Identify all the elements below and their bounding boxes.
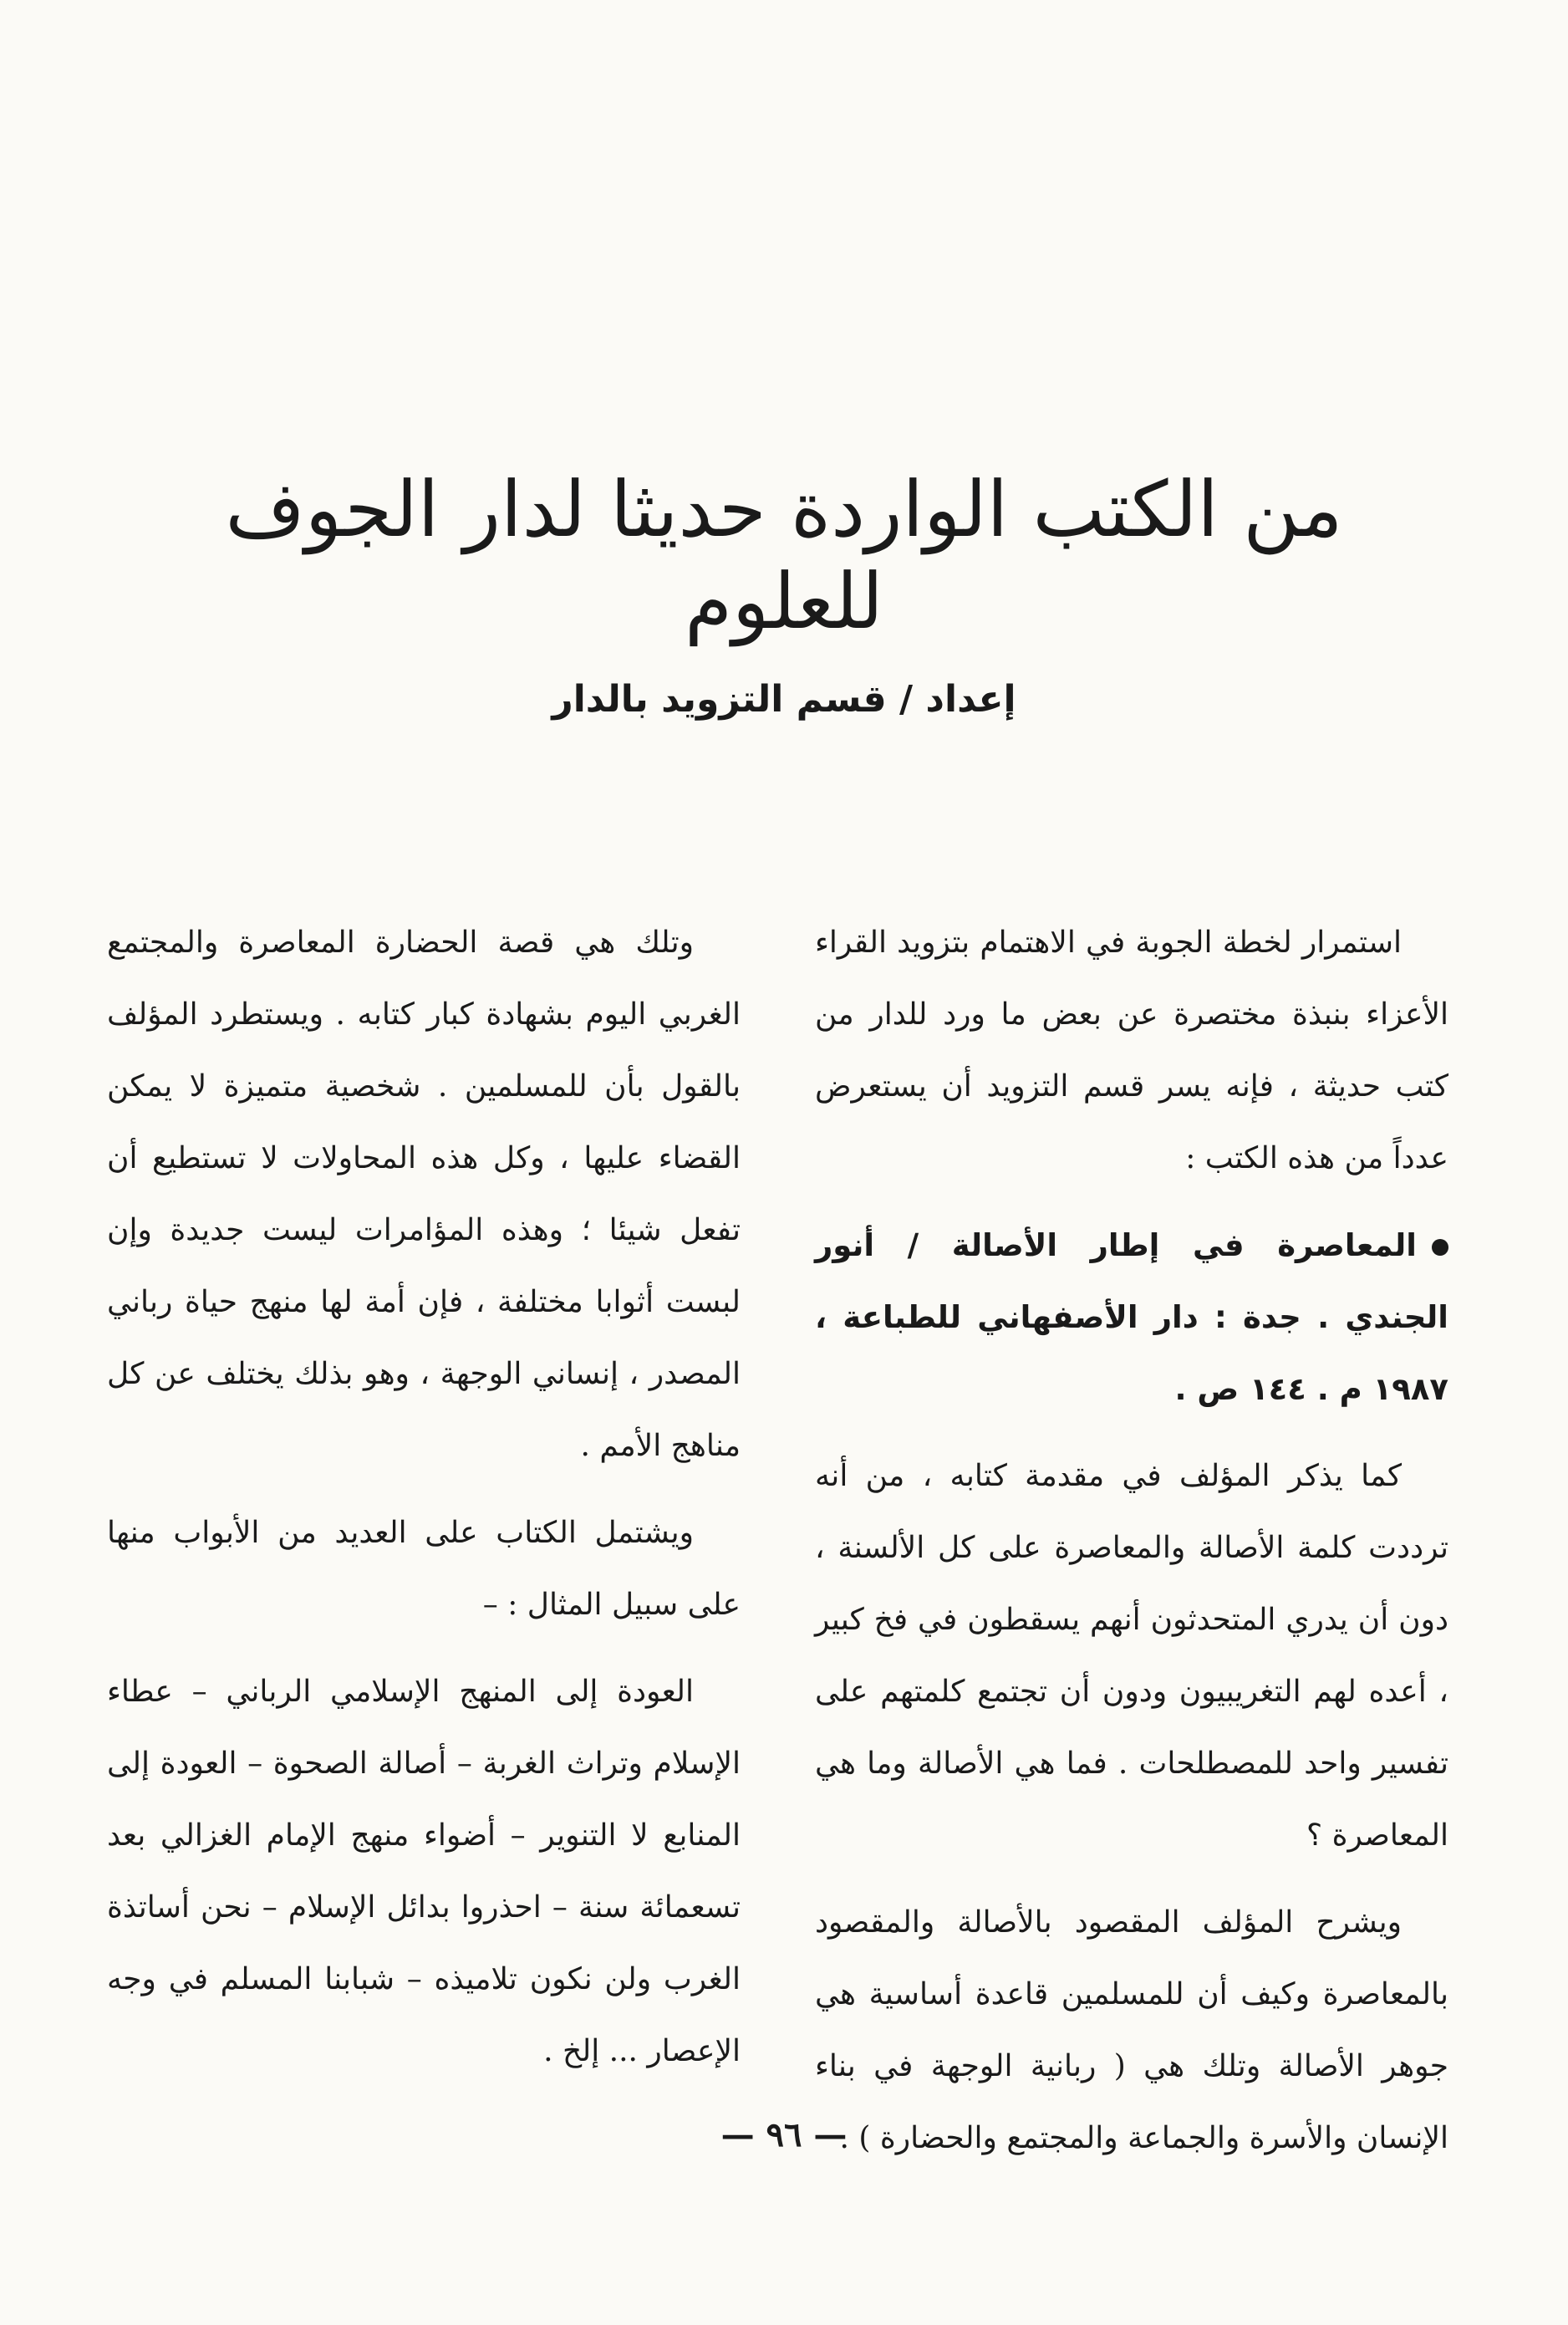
byline: إعداد / قسم التزويد بالدار [552, 678, 1016, 721]
body-paragraph: كما يذكر المؤلف في مقدمة كتابه ، من أنه ترددت كلمة الأصالة والمعاصرة على كل الألسنة ، دون أن يدري المتحدثون أنهم يسقطون في فخ كبير ، أعده لهم التغريبيون ودون أن تجتمع كلمتهم على تفسير واحد للمصطلحات . فما هي الأصالة وما هي المعاصرة ؟ [815, 1459, 1448, 1853]
right-column [815, 907, 1448, 2190]
bullet-icon [1432, 1239, 1448, 1256]
book-entry-text: المعاصرة في إطار الأصالة / أنور الجندي . جدة : دار الأصفهاني للطباعة ، ١٩٨٧ م . ١٤٤ ص . [815, 1227, 1448, 1407]
book-entry [815, 1210, 1448, 1425]
body-paragraph: وتلك هي قصة الحضارة المعاصرة والمجتمع الغربي اليوم بشهادة كبار كتابه . ويستطرد المؤلف بالقول بأن للمسلمين . شخصية متميزة لا يمكن القضاء عليها ، وكل هذه المحاولات لا تستطيع أن تفعل شيئا ؛ وهذه المؤامرات ليست جديدة وإن لبست أثوابا مختلفة ، فإن أمة لها منهج حياة رباني المصدر ، إنساني الوجهة ، وهو بذلك يختلف عن كل مناهج الأمم . [107, 925, 741, 1463]
left-column [107, 907, 741, 2103]
page-title: من الكتب الواردة حديثا لدار الجوف للعلوم [225, 465, 1343, 647]
chapter-list-paragraph: العودة إلى المنهج الإسلامي الرباني – عطاء الإسلام وتراث الغربة – أصالة الصحوة – العودة إلى المنابع لا التنوير – أضواء منهج الإمام الغزالي بعد تسعمائة سنة – احذروا بدائل الإسلام – نحن أساتذة الغرب ولن نكون تلاميذه – شبابنا المسلم في وجه الإعصار ... إلخ . [107, 1675, 741, 2068]
body-paragraph: ويشتمل الكتاب على العديد من الأبواب منها على سبيل المثال : – [107, 1516, 741, 1622]
intro-paragraph: استمرار لخطة الجوبة في الاهتمام بتزويد القراء الأعزاء بنبذة مختصرة عن بعض ما ورد للدار من كتب حديثة ، فإنه يسر قسم التزويد أن يستعرض عدداً من هذه الكتب : [815, 925, 1448, 1175]
body-paragraph: ويشرح المؤلف المقصود بالأصالة والمقصود بالمعاصرة وكيف أن للمسلمين قاعدة أساسية هي جوهر الأصالة وتلك هي ( ربانية الوجهة في بناء الإنسان والأسرة والجماعة والمجتمع والحضارة ) . [815, 1905, 1448, 2155]
page-number: — ٩٦ — [720, 2115, 848, 2154]
